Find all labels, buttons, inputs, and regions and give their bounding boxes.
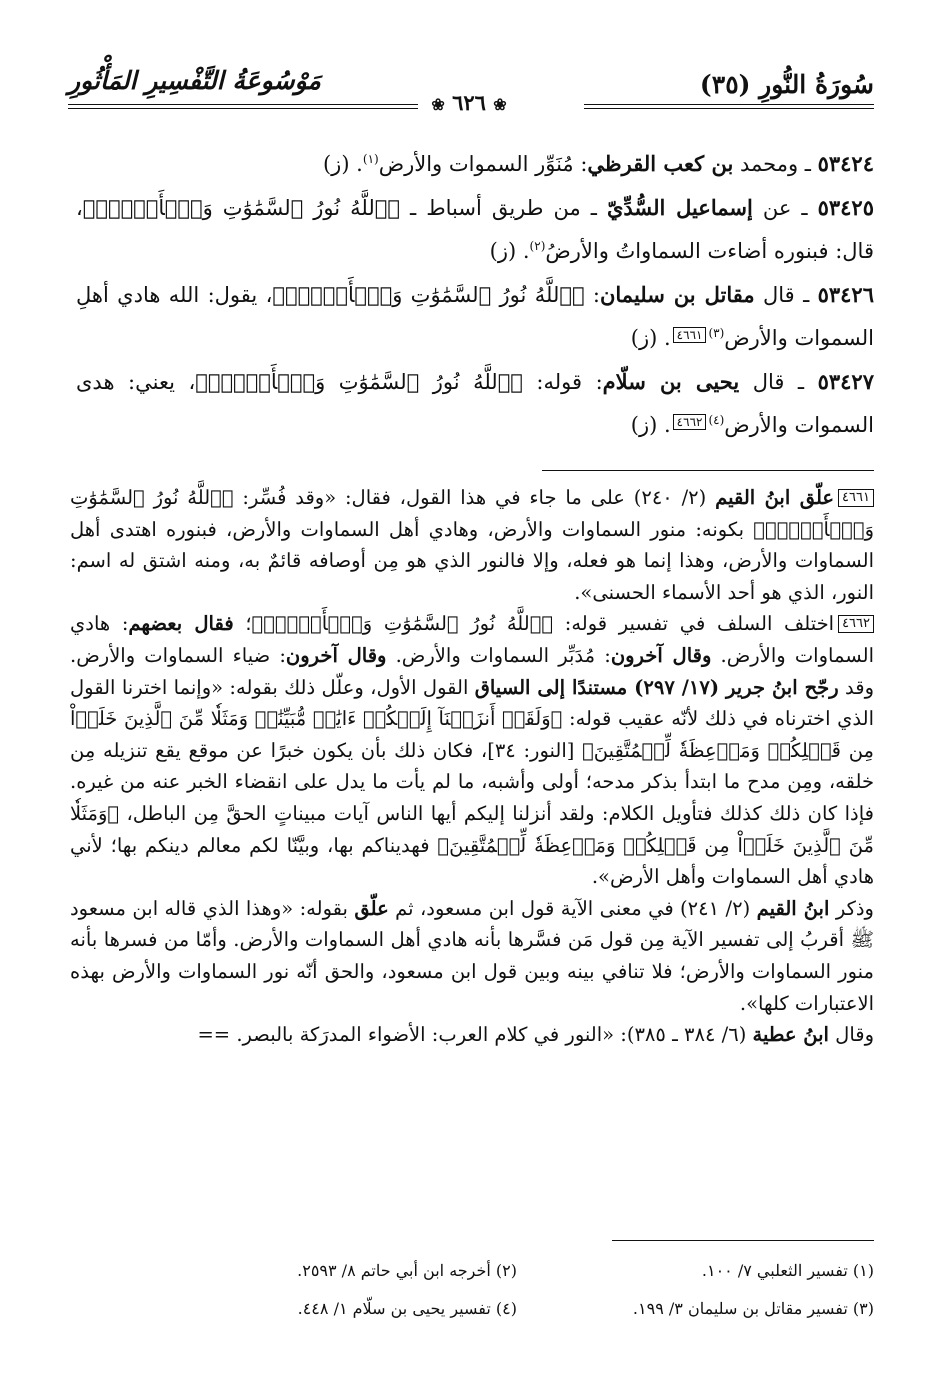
entry-source: يحيى بن سلّام [602, 369, 740, 394]
comment-text: : هادي السماوات والأرض. [70, 612, 874, 667]
footnote-marker: (٣) [708, 326, 725, 340]
comment-text: : مُدَبِّر السماوات والأرض. [386, 643, 611, 667]
comment-text: بقوله: «وهذا الذي قاله ابن مسعود ﷺ أقربُ إلى تفسير الآية مِن قول مَن فسَّرها بأنه هادي أهل السماوات والأرض. وأمّا من فسرها بأنه منور السماوات والأرض؛ فلا تنافي بينه وبين قول ابن مسعود، والحق أنّه نور السماوات والأرض بهذه الاعتبارات كلها». [70, 896, 874, 1015]
entry-number: ٥٣٤٢٥ [817, 195, 874, 220]
comment-emphasis: رجّح ابنُ جرير (١٧/ ٢٩٧) مستندًا إلى السياق [474, 675, 839, 699]
entry-source: إسماعيل السُّدِّيّ [606, 195, 753, 220]
footnote-marker: (٢) [529, 239, 546, 253]
header-rule-right-2 [584, 108, 874, 109]
entry [76, 189, 874, 270]
comment-reference-box[interactable]: ٤٦٦٢ [673, 414, 707, 430]
footnote-row [160, 1290, 874, 1328]
running-header [68, 52, 874, 115]
ornament-icon: ❀ [493, 95, 507, 114]
entry-text: : قوله: ﴿ٱللَّهُ نُورُ ٱلسَّمَٰوَٰتِ وَٱلۡأَرۡضِۚ﴾، يعني: هدى السموات والأرض [76, 370, 874, 437]
entry-end: . (ز) [630, 326, 671, 350]
entry-prefix: ـ قال [754, 283, 818, 307]
comment-reference-box[interactable]: ٤٦٦١ [673, 327, 707, 343]
commentary-block [70, 482, 874, 1051]
comment-number-box: ٤٦٦١ [838, 489, 874, 507]
entry-text: : ﴿ٱللَّهُ نُورُ ٱلسَّمَٰوَٰتِ وَٱلۡأَرۡضِۚ﴾، يقول: الله هادي أهلِ السموات والأرض [76, 283, 874, 350]
footnote: (١) تفسير الثعلبي ٧/ ١٠٠. [701, 1261, 874, 1280]
header-rule-left [68, 104, 418, 105]
footnote-row [160, 1252, 874, 1290]
sura-title: سُورَةُ النُّورِ (٣٥) [699, 70, 874, 99]
comment-paragraph [70, 608, 874, 892]
comment-text: (٢/ ٢٤٠) على ما جاء في هذا القول، فقال: «وقد فُسِّر: ﴿ٱللَّهُ نُورُ ٱلسَّمَٰوَٰتِ وَٱلۡأَرۡضِۚ﴾ بكونه: منور السماوات والأرض، وهادي أهل السماوات والأرض، فبنوره اهتدى أهل السماوات والأرض، وهذا إنما هو فعله، وإلا فالنور الذي هو مِن أوصافه قائمٌ به، ومنه اشتق له اسم: النور، الذي هو أحد الأسماء الحسنى». [70, 486, 874, 604]
comment-paragraph [70, 482, 874, 608]
section-divider [542, 470, 874, 471]
entry-prefix: ـ عن [752, 196, 818, 220]
footnote-marker: (١) [362, 152, 379, 166]
comment-text: اختلف السلف في تفسير قوله: ﴿ٱللَّهُ نُورُ ٱلسَّمَٰوَٰتِ وَٱلۡأَرۡضِۚ﴾؛ [233, 612, 835, 636]
footnotes [160, 1252, 874, 1328]
entry-source: مقاتل بن سليمان [599, 282, 755, 307]
entry-number: ٥٣٤٢٤ [817, 151, 874, 176]
comment-emphasis: فقال بعضهم [128, 612, 234, 636]
footnote-divider [612, 1240, 874, 1241]
entry [76, 276, 874, 357]
comment-text: (٦/ ٣٨٤ ـ ٣٨٥): «النور في كلام العرب: الأضواء المدرَكة بالبصر. == [197, 1023, 753, 1047]
comment-text: (٢/ ٢٤١) في معنى الآية قول ابن مسعود، ثم [388, 896, 757, 920]
entry-prefix: ـ قال [739, 370, 818, 394]
entry-end: . (ز) [489, 239, 530, 263]
entry [76, 140, 874, 183]
page-number: ٦٢٦ [452, 90, 486, 115]
entry-text: : مُنَوِّر السموات والأرض [378, 152, 588, 176]
comment-emphasis: ابنُ القيم [756, 896, 830, 920]
entry-prefix: ـ ومحمد [733, 152, 818, 176]
entry-end: . (ز) [322, 152, 363, 176]
comment-text: : ضياء السماوات والأرض. وقد [70, 643, 874, 699]
comment-text: وقال [828, 1023, 874, 1047]
comment-text: القول الأول، وعلّل ذلك بقوله: «وإنما اخترنا القول الذي اخترناه في ذلك لأنّه عقيب قوله: ﴿وَلَقَدۡ أَنزَلۡنَآ إِلَيۡكُمۡ ءَايَٰتٖ مُّبَيِّنَٰتٖ وَمَثَلٗا مِّنَ ٱلَّذِينَ خَلَوۡاْ مِن قَبۡلِكُمۡ وَمَوۡعِظَةٗ لِّلۡمُتَّقِينَ﴾ [النور: ٣٤]، فكان ذلك بأن يكون خبرًا عن موقع يقع تنزيله مِن خلقه، ومِن مدح ما ابتدأ بذكر مدحه؛ أولى وأشبه، ما لم يأت ما يدل على انقضاء الخبر عنه من غيره. فإذا كان ذلك كذلك فتأويل الكلام: ولقد أنزلنا إليكم أيها الناس آيات مبيناتٍ الحقَّ مِن الباطل، ﴿وَمَثَلٗا مِّنَ ٱلَّذِينَ خَلَوۡاْ مِن قَبۡلِكُمۡ وَمَوۡعِظَةٗ لِّلۡمُتَّقِينَ﴾ فهديناكم بها، وبيَّنّا لكم معالم دينكم بها؛ لأني هادي أهل السماوات وأهل الأرض». [70, 675, 874, 889]
book-title: مَوْسُوعَةُ التَّفْسِيرِ المَأْثُورِ [68, 66, 321, 95]
main-text [76, 140, 874, 450]
footnote: (٤) تفسير يحيى بن سلّام ١/ ٤٤٨. [297, 1299, 517, 1318]
comment-paragraph [70, 1019, 874, 1051]
footnote: (٢) أخرجه ابن أبي حاتم ٨/ ٢٥٩٣. [297, 1261, 517, 1280]
comment-emphasis: وقال آخرون [610, 643, 712, 667]
footnote: (٣) تفسير مقاتل بن سليمان ٣/ ١٩٩. [632, 1299, 874, 1318]
comment-paragraph [70, 893, 874, 1019]
comment-number-box: ٤٦٦٢ [838, 615, 874, 633]
comment-emphasis: وقال آخرون [285, 643, 387, 667]
ornament-icon: ❀ [431, 95, 445, 114]
page-number-block [420, 90, 518, 115]
comment-text: وذكر [829, 896, 874, 920]
entry-source: بن كعب القرظي [587, 151, 734, 176]
entry-number: ٥٣٤٢٦ [817, 282, 874, 307]
header-rule-right [584, 104, 874, 105]
entry [76, 363, 874, 444]
entry-text: ـ من طريق أسباط ـ ﴿ٱللَّهُ نُورُ ٱلسَّمَٰوَٰتِ وَٱلۡأَرۡضِۚ﴾، قال: فبنوره أضاءت السماواتُ والأرضُ [76, 196, 874, 263]
entry-number: ٥٣٤٢٧ [817, 369, 874, 394]
comment-emphasis: ابنُ عطية [752, 1023, 829, 1047]
header-rule-left-2 [68, 108, 418, 109]
entry-end: . (ز) [630, 413, 671, 437]
footnote-marker: (٤) [708, 413, 725, 427]
comment-emphasis: علّق [354, 896, 389, 920]
comment-source: علّق ابنُ القيم [715, 486, 835, 509]
